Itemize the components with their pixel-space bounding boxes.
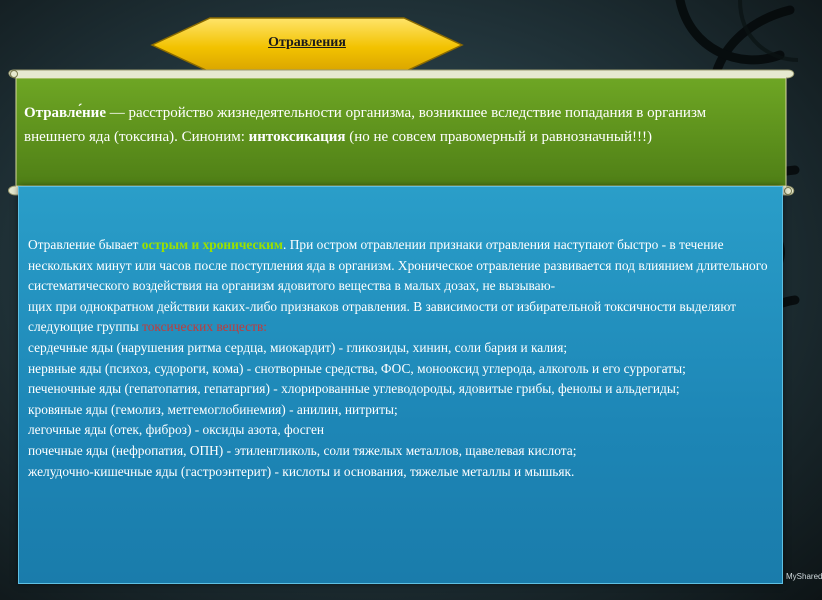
- group-cardiac: сердечные яды (нарушения ритма сердца, миокардит) - гликозиды, хинин, соли бария и калия;: [28, 339, 568, 355]
- text-segment: щих при однократном действии каких-либо признаков отравления. В зависимости от избирательной токсичности выделяют следующие группы: [28, 298, 737, 335]
- text-segment: Отравление бывает: [28, 237, 142, 252]
- group-hepatic: печеночные яды (гепатопатия, гепатаргия) - хлорированные углеводороды, ядовитые грибы, фенолы и альдегиды;: [28, 381, 680, 397]
- definition-text: [24, 101, 764, 149]
- definition-part-2: (но не совсем правомерный и равнозначный!!!): [345, 129, 652, 145]
- group-nervous: нервные яды (психоз, судороги, кома) - снотворные средства, ФОС, монооксид углерода, алкоголь и его суррогаты;: [28, 360, 686, 376]
- text-segment: . При остром отравлении признаки отравления наступают быстро - в течение нескольких минут или часов после поступления яда в организм. Хроническое отравление развивается под влиянием длительного систематического воздействия на организм ядовитого вещества в малых дозах, не вызываю-: [28, 237, 768, 294]
- main-text: [28, 235, 773, 482]
- group-gastrointestinal: желудочно-кишечные яды (гастроэнтерит) - кислоты и основания, тяжелые металлы и мышьяк.: [28, 463, 575, 479]
- paragraph-groups-intro: [28, 297, 773, 338]
- group-pulmonary: легочные яды (отек, фиброз) - оксиды азота, фосген: [28, 422, 325, 438]
- group-renal: почечные яды (нефропатия, ОПН) - этиленгликоль, соли тяжелых металлов, щавелевая кислота;: [28, 442, 577, 458]
- paragraph-forms: [28, 235, 773, 297]
- definition-synonym: интоксикация: [248, 129, 346, 145]
- page-title: Отравления: [268, 35, 346, 50]
- group-blood: кровяные яды (гемолиз, метгемоглобинемия) - анилин, нитриты;: [28, 401, 398, 417]
- highlight-toxic-substances: токсических веществ:: [142, 319, 267, 335]
- highlight-acute-chronic: острым и хроническим: [141, 237, 284, 252]
- watermark: MyShared: [786, 572, 822, 581]
- definition-part-1: — расстройство жизнедеятельности организма, возникшее вследствие попадания в организм внешнего яда (токсина). Синоним:: [24, 105, 707, 145]
- definition-term: Отравле́ние: [24, 105, 106, 121]
